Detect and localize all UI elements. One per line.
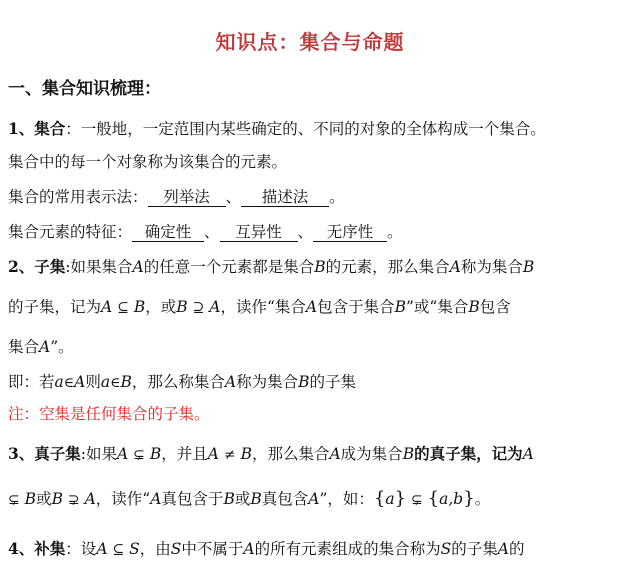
comma-symbol: , bbox=[448, 490, 454, 508]
math-symbol: A bbox=[305, 298, 318, 316]
item4-line1 bbox=[8, 538, 614, 561]
item2-line4 bbox=[8, 371, 614, 394]
page-title: 知识点：集合与命题 bbox=[215, 30, 405, 54]
math-symbol: B bbox=[223, 490, 235, 508]
item4-text: ，由 bbox=[139, 540, 171, 558]
math-symbol: B bbox=[120, 373, 132, 391]
math-symbol: B bbox=[51, 490, 63, 508]
math-symbol: a bbox=[100, 373, 111, 391]
math-symbol: B bbox=[298, 373, 310, 391]
method-blank-1: 列举法 bbox=[148, 188, 226, 207]
math-symbol: B bbox=[314, 258, 326, 276]
subsetneq-symbol: ⊊ bbox=[133, 447, 145, 463]
item3-text: ，并且 bbox=[161, 445, 208, 463]
empty-set-note: 注：空集是任何集合的子集。 bbox=[8, 405, 210, 423]
math-symbol: A bbox=[132, 258, 144, 276]
math-symbol: A bbox=[308, 490, 320, 508]
item2-text: 则 bbox=[85, 373, 101, 391]
supsetneq-symbol: ⊋ bbox=[67, 492, 80, 508]
features-prefix: 集合元素的特征： bbox=[8, 223, 133, 241]
math-symbol: A bbox=[522, 445, 534, 463]
item2-line3 bbox=[8, 336, 614, 358]
math-symbol: A bbox=[96, 540, 108, 558]
item4-text: 的所有元素组成的集合称为 bbox=[254, 540, 441, 558]
subseteq-symbol: ⊆ bbox=[117, 300, 129, 316]
item2-text: ”或“集合 bbox=[405, 298, 469, 316]
math-symbol: B bbox=[394, 298, 406, 316]
right-brace-symbol: } bbox=[394, 488, 407, 509]
math-symbol: a bbox=[439, 490, 449, 508]
math-symbol: S bbox=[129, 540, 140, 558]
math-symbol: B bbox=[149, 445, 162, 463]
features-separator-1: 、 bbox=[204, 223, 220, 241]
item2-text: :如果集合 bbox=[65, 258, 133, 276]
item3-text: 真包含于 bbox=[161, 490, 224, 508]
math-symbol: A bbox=[39, 338, 51, 356]
subsetneq-symbol: ⊊ bbox=[8, 492, 20, 508]
section-heading bbox=[8, 78, 614, 100]
math-symbol: B bbox=[250, 490, 262, 508]
feature-blank-2: 互异性 bbox=[220, 223, 298, 242]
math-symbol: S bbox=[170, 540, 182, 558]
math-symbol: B bbox=[522, 258, 535, 276]
item2-text: 的子集，记为 bbox=[8, 298, 102, 316]
math-symbol: A bbox=[74, 373, 86, 391]
math-symbol: A bbox=[497, 540, 509, 558]
item1-line4 bbox=[8, 221, 614, 243]
math-symbol: a bbox=[385, 490, 395, 508]
math-symbol: S bbox=[440, 540, 452, 558]
item3-text: 。 bbox=[474, 490, 491, 508]
math-symbol: a bbox=[54, 373, 64, 391]
math-symbol: A bbox=[243, 540, 255, 558]
supseteq-symbol: ⊇ bbox=[192, 300, 205, 316]
math-symbol: B bbox=[133, 298, 146, 316]
math-symbol: A bbox=[329, 445, 341, 463]
item4-label: 4、补集 bbox=[8, 539, 66, 558]
item2-text: 的元素，那么集合 bbox=[325, 258, 450, 276]
item3-text: 成为集合 bbox=[340, 445, 403, 463]
item3-text: 或 bbox=[234, 490, 251, 508]
math-symbol: A bbox=[84, 490, 96, 508]
item2-text: ，那么称集合 bbox=[131, 373, 225, 391]
item3-text: ，那么集合 bbox=[251, 445, 330, 463]
item1-line1 bbox=[8, 118, 614, 140]
item1-label: 1、集合 bbox=[8, 119, 66, 138]
left-brace-symbol: { bbox=[373, 488, 386, 509]
item3-text: :如果 bbox=[80, 445, 118, 463]
item3-text: ，读作“ bbox=[95, 490, 151, 508]
feature-blank-3: 无序性 bbox=[313, 223, 387, 242]
math-symbol: A bbox=[224, 373, 237, 391]
math-symbol: B bbox=[176, 298, 188, 316]
math-symbol: A bbox=[449, 258, 461, 276]
item2-line1 bbox=[8, 256, 614, 278]
item1-line2 bbox=[8, 151, 614, 173]
item3-line2 bbox=[8, 488, 614, 511]
math-symbol: A bbox=[150, 490, 162, 508]
item4-text: 的子集 bbox=[451, 540, 498, 558]
item4-text: 的 bbox=[508, 540, 525, 558]
subsetneq-symbol: ⊊ bbox=[410, 492, 423, 508]
item2-note bbox=[8, 403, 614, 425]
item2-text: ，读作“集合 bbox=[220, 298, 306, 316]
item1-definition: ：一般地，一定范围内某些确定的、不同的对象的全体构成一个集合。 bbox=[65, 120, 546, 138]
item2-text: 集合 bbox=[8, 338, 40, 356]
right-brace-symbol: } bbox=[463, 488, 475, 509]
item1-element-text: 集合中的每一个对象称为该集合的元素。 bbox=[8, 153, 288, 171]
in-symbol: ∈ bbox=[110, 375, 121, 391]
features-separator-2: 、 bbox=[297, 223, 314, 241]
section-heading-text: 一、集合知识梳理： bbox=[8, 79, 161, 99]
math-symbol: A bbox=[209, 298, 221, 316]
left-brace-symbol: { bbox=[427, 488, 440, 509]
item2-text: 称为集合 bbox=[460, 258, 523, 276]
item3-text: 真包含 bbox=[261, 490, 309, 508]
neq-symbol: ≠ bbox=[223, 447, 236, 463]
math-symbol: b bbox=[453, 490, 464, 508]
item2-text: 的子集 bbox=[309, 373, 357, 391]
feature-blank-1: 确定性 bbox=[132, 223, 204, 242]
item2-text: 的任意一个元素都是集合 bbox=[143, 258, 315, 276]
math-symbol: A bbox=[207, 445, 219, 463]
item2-text: 包含 bbox=[479, 298, 511, 316]
item2-text: 包含于集合 bbox=[317, 298, 395, 316]
item2-text: ，或 bbox=[145, 298, 177, 316]
in-symbol: ∈ bbox=[63, 375, 75, 391]
features-end: 。 bbox=[387, 223, 403, 241]
methods-prefix: 集合的常用表示法： bbox=[8, 188, 148, 206]
item3-line1 bbox=[8, 443, 614, 466]
item1-line3 bbox=[8, 186, 614, 208]
item2-label: 2、子集 bbox=[8, 257, 66, 276]
subseteq-symbol: ⊆ bbox=[112, 542, 125, 558]
item4-text: 中不属于 bbox=[181, 540, 244, 558]
math-symbol: B bbox=[240, 445, 252, 463]
math-symbol: B bbox=[402, 445, 415, 463]
item2-text: 称为集合 bbox=[236, 373, 299, 391]
item3-label: 3、真子集 bbox=[8, 444, 81, 463]
math-symbol: A bbox=[117, 445, 129, 463]
math-symbol: B bbox=[24, 490, 37, 508]
item2-text: ”。 bbox=[50, 338, 74, 356]
item2-line2 bbox=[8, 296, 614, 319]
item3-text: 或 bbox=[36, 490, 52, 508]
math-symbol: A bbox=[101, 298, 113, 316]
methods-separator: 、 bbox=[225, 188, 242, 206]
methods-end: 。 bbox=[329, 188, 345, 206]
item3-text: 的真子集，记为 bbox=[414, 444, 523, 463]
item4-text: ：设 bbox=[65, 540, 97, 558]
math-symbol: B bbox=[468, 298, 480, 316]
item3-text: ”，如： bbox=[319, 490, 374, 508]
item2-text: 即：若 bbox=[8, 373, 55, 391]
method-blank-2: 描述法 bbox=[241, 188, 329, 207]
